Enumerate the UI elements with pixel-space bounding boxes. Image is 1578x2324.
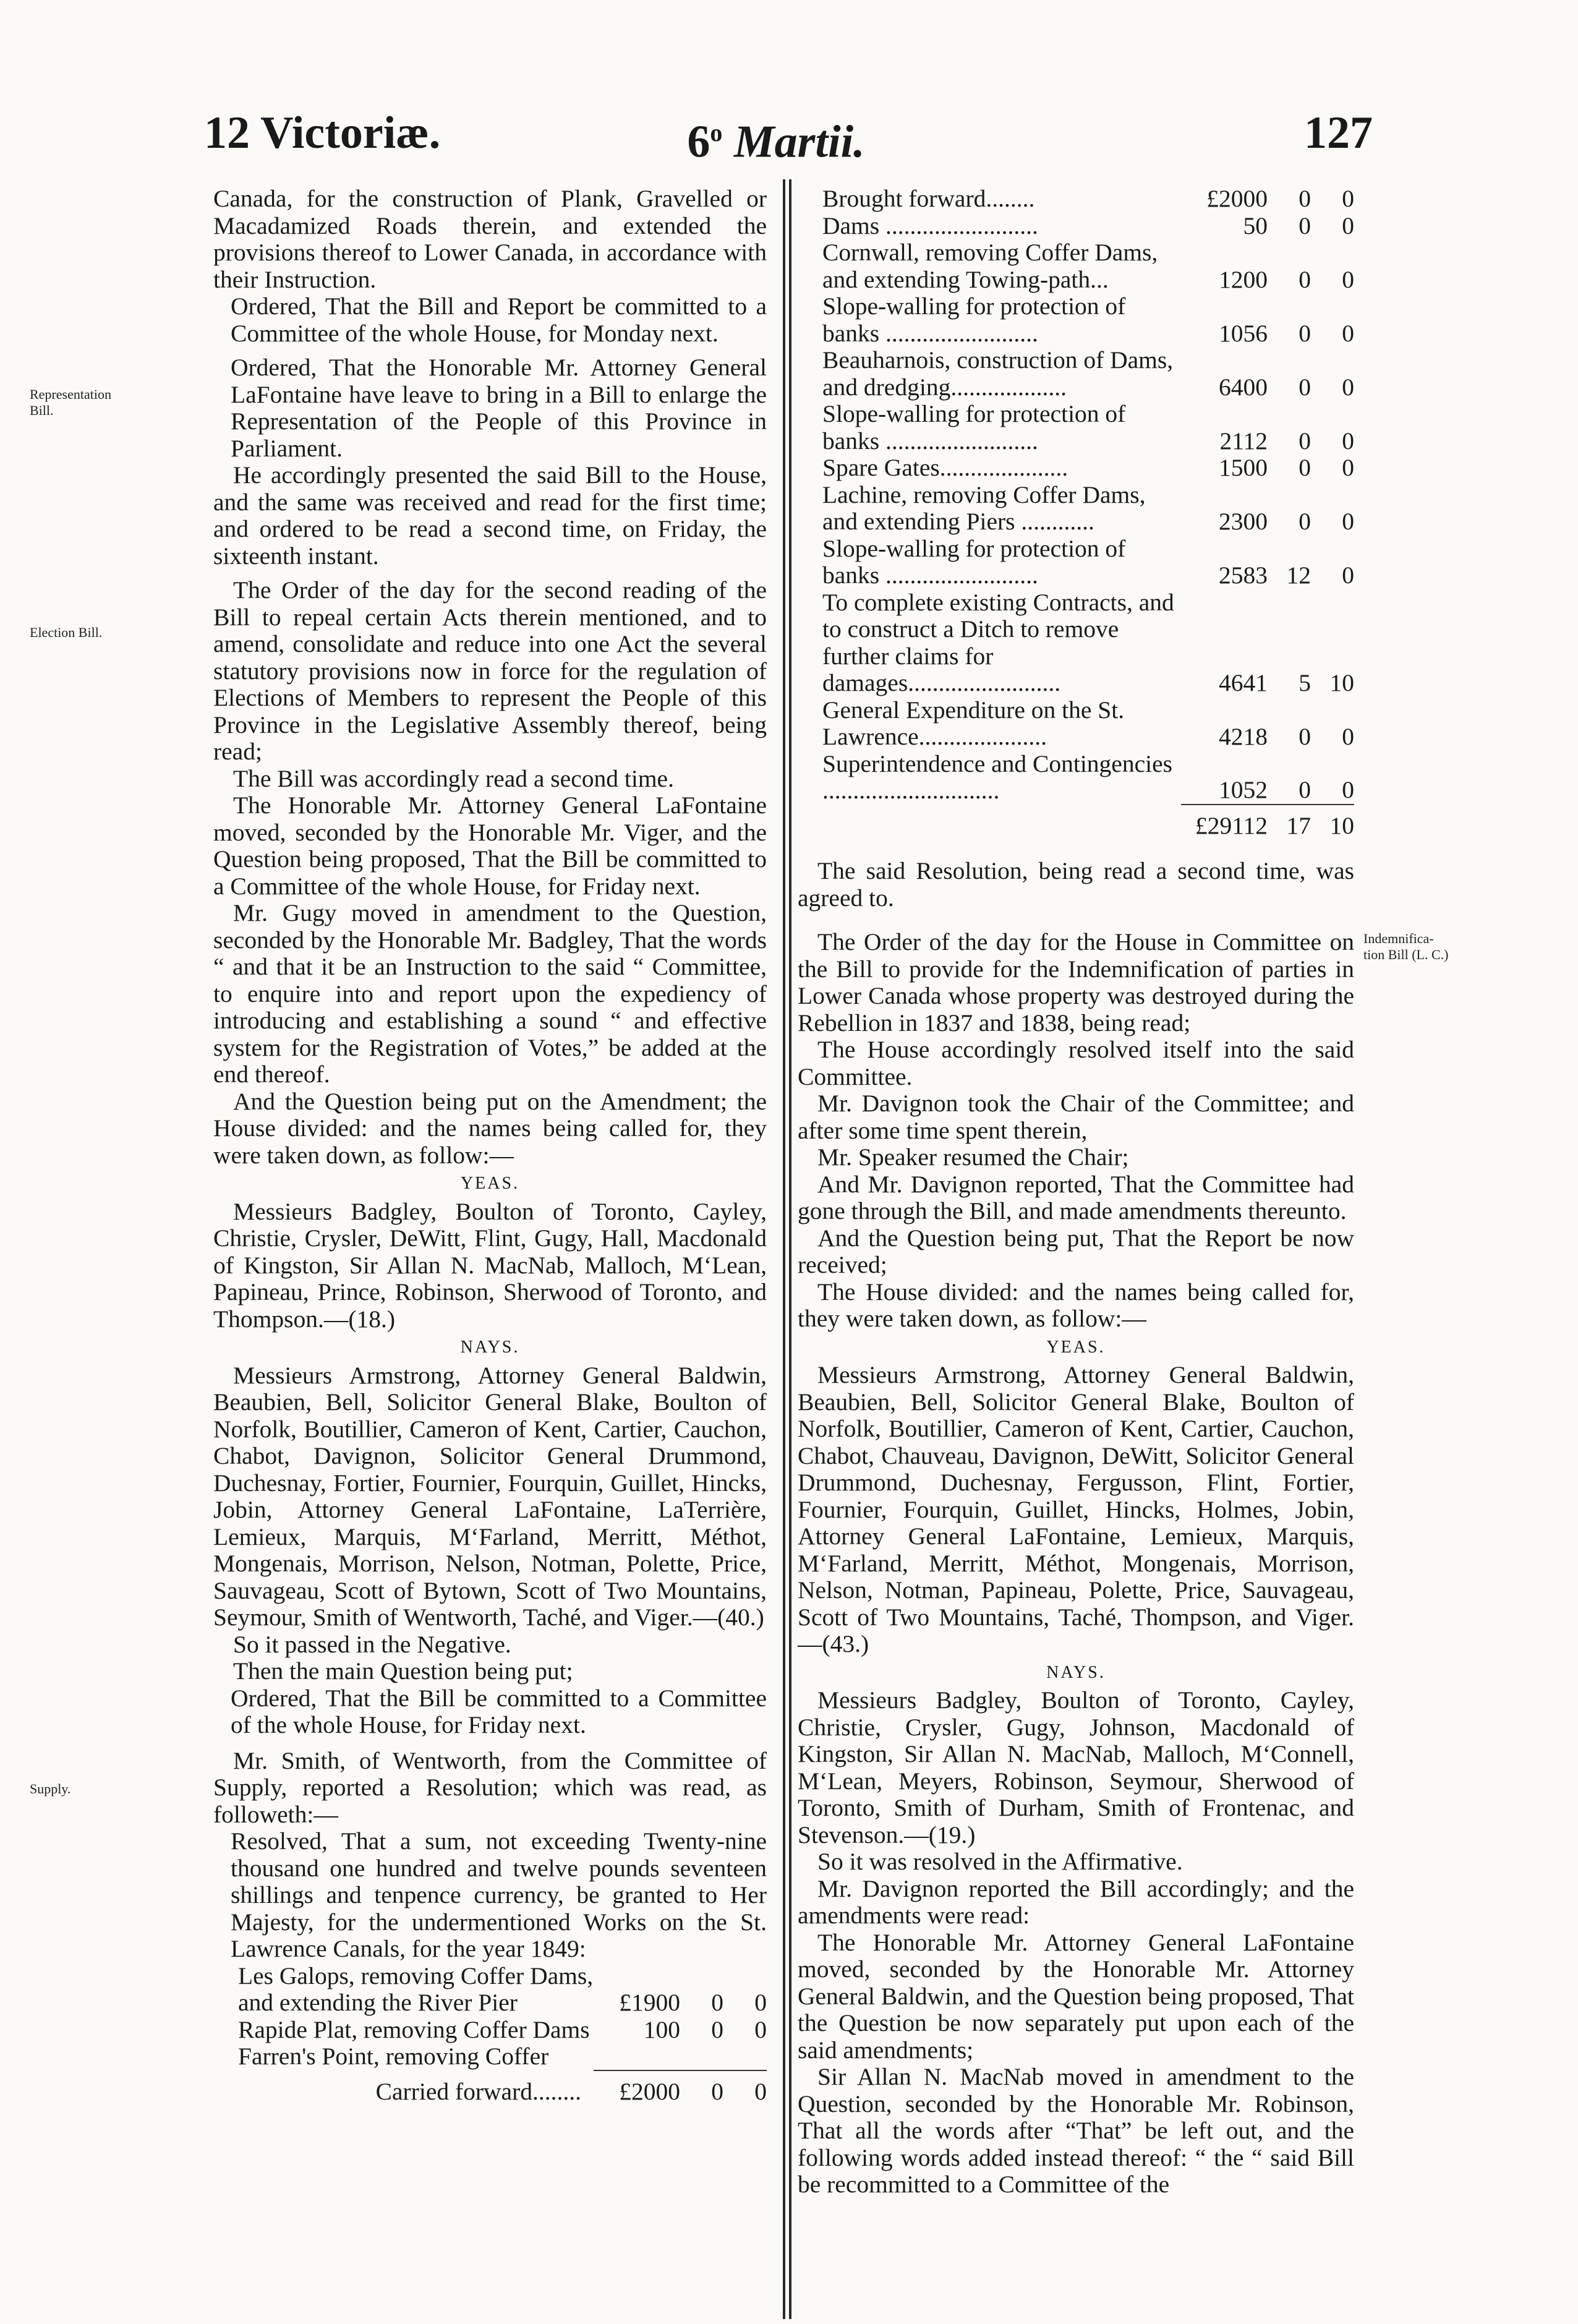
paragraph: The Honorable Mr. Attorney General LaFontaine moved, seconded by the Honorable Mr. Attorney General Baldwin, and the Question being proposed, That the Question be now separately put upon each of the said amendments; [798, 1928, 1354, 2064]
item-amount: 50 [1243, 211, 1268, 239]
right-column [798, 186, 1354, 2198]
item-shillings: 0 [1299, 265, 1311, 293]
carried-forward-row [213, 2070, 767, 2106]
item-label: Dams ......................... [822, 211, 1038, 239]
table-row [798, 293, 1354, 347]
item-shillings: 0 [1299, 723, 1311, 750]
table-row [798, 239, 1354, 293]
item-pence: 0 [1342, 562, 1354, 589]
paragraph: Sir Allan N. MacNab moved in amendment to the Question, seconded by the Honorable Mr. Robinson, That all the words after “That” be left out, and the following words added instead thereof: “ the “ said Bill be recommitted to a Committee of the [798, 2063, 1354, 2198]
left-column [213, 186, 767, 2105]
table-row [798, 751, 1354, 805]
item-shillings: 5 [1299, 669, 1311, 696]
paragraph: The Honorable Mr. Attorney General LaFontaine moved, seconded by the Honorable Mr. Viger, and the Question being proposed, That the Bill be committed to a Committee of the whole House, for Friday next. [213, 792, 767, 900]
table-row [213, 2017, 767, 2044]
total-amount: £29112 [1181, 805, 1268, 840]
item-amount: 1200 [1219, 265, 1268, 293]
paragraph: Resolved, That a sum, not exceeding Twenty-nine thousand one hundred and twelve pounds seventeen shillings and tenpence currency, be granted to Her Majesty, for the undermentioned Works on the St. Lawrence Canals, for the year 1849: [231, 1827, 767, 1962]
item-amount: 2112 [1219, 427, 1268, 455]
item-pence: 0 [1342, 427, 1354, 455]
left-works-table [213, 1963, 767, 2106]
paragraph: Then the main Question being put; [233, 1657, 573, 1685]
item-label: Lachine, removing Coffer Dams, and extending Piers ............ [822, 481, 1146, 535]
item-shillings [680, 2043, 723, 2070]
page-header [179, 105, 1373, 168]
table-row [798, 347, 1354, 401]
page-number: 127 [1304, 108, 1373, 158]
item-pence: 0 [754, 1989, 767, 2016]
total-pence: 10 [1311, 805, 1354, 840]
paragraph: And the Question being put, That the Report be now received; [798, 1224, 1354, 1278]
header-date: 6$^o$ Martii. [687, 116, 865, 168]
right-works-table [798, 186, 1354, 839]
item-label: Farren's Point, removing Coffer [238, 2043, 549, 2070]
yeas-heading: YEAS. [460, 1174, 520, 1193]
item-shillings: 0 [1299, 454, 1311, 481]
carried-amount: £2000 [594, 2070, 680, 2106]
column-divider [789, 179, 791, 2319]
item-amount: £2000 [1206, 185, 1268, 212]
item-pence: 0 [1342, 723, 1354, 750]
item-amount: 1056 [1219, 319, 1268, 347]
item-label: Spare Gates..................... [822, 454, 1068, 481]
item-amount: 1052 [1219, 776, 1268, 803]
margin-note-supply: Supply. [30, 1781, 71, 1796]
nays-list: Messieurs Armstrong, Attorney General Baldwin, Beaubien, Bell, Solicitor General Blake, Boulton of Norfolk, Boutillier, Cameron of Kent, Cartier, Cauchon, Chabot, Davignon, Solicitor General Drummond, Duchesnay, Fortier, Fournier, Fourquin, Guillet, Hincks, Jobin, Attorney General LaFontaine, LaTerrière, Lemieux, Marquis, M‘Farland, Merritt, Méthot, Mongenais, Morrison, Nelson, Notman, Polette, Price, Sauvageau, Scott of Bytown, Scott of Two Mountains, Seymour, Smith of Wentworth, Taché, and Viger.—(40.) [213, 1361, 767, 1631]
item-shillings: 0 [711, 1989, 723, 2016]
paragraph: The said Resolution, being read a second time, was agreed to. [798, 857, 1354, 912]
table-row [798, 482, 1354, 536]
item-shillings: 0 [1299, 427, 1311, 455]
margin-note-indemnification: Indemnifica- tion Bill (L. C.) [1363, 931, 1449, 962]
total-shillings: 17 [1268, 805, 1311, 840]
paragraph: Mr. Davignon reported the Bill accordingly; and the amendments were read: [798, 1874, 1354, 1929]
paragraph: Mr. Gugy moved in amendment to the Question, seconded by the Honorable Mr. Badgley, That the words “ and that it be an Instruction to the said “ Committee, to enquire into and report upon the expediency of introducing and establishing a sound “ and effective system for the Registration of Votes,” be added at the end thereof. [213, 899, 767, 1088]
table-row [798, 455, 1354, 482]
table-row [798, 536, 1354, 589]
table-row [213, 1963, 767, 2017]
item-shillings: 0 [1299, 373, 1311, 401]
yeas-list: Messieurs Badgley, Boulton of Toronto, Cayley, Christie, Crysler, DeWitt, Flint, Gugy, Hall, Macdonald of Kingston, Sir Allan N. MacNab, Malloch, M‘Lean, Papineau, Prince, Robinson, Sherwood of Toronto, and Thompson.—(18.) [213, 1197, 767, 1333]
table-row [798, 186, 1354, 213]
item-label: Slope-walling for protection of banks ......................... [822, 400, 1126, 455]
carried-label: Carried forward........ [375, 2077, 581, 2105]
table-row [798, 401, 1354, 455]
table-row [213, 2043, 767, 2070]
item-amount: 100 [643, 2015, 680, 2043]
paragraph: Ordered, That the Bill and Report be committed to a Committee of the whole House, for Monday next. [231, 293, 767, 347]
item-label: Slope-walling for protection of banks ......................... [822, 534, 1126, 589]
item-pence: 0 [1342, 454, 1354, 481]
item-amount: 1500 [1219, 454, 1268, 481]
paragraph: Mr. Davignon took the Chair of the Committee; and after some time spent therein, [798, 1090, 1354, 1144]
paragraph: Mr. Speaker resumed the Chair; [817, 1143, 1129, 1171]
paragraph: The Order of the day for the second reading of the Bill to repeal certain Acts therein mentioned, and to amend, consolidate and reduce into one Act the several statutory provisions now in force for the regulation of Elections of Members to represent the People of this Province in the Legislative Assembly thereof, being read; [213, 576, 767, 765]
item-pence: 0 [1342, 211, 1354, 239]
item-shillings: 0 [1299, 776, 1311, 803]
column-divider [783, 179, 785, 2319]
item-label: General Expenditure on the St. Lawrence..................... [822, 696, 1125, 750]
item-pence: 0 [1342, 265, 1354, 293]
item-amount: 6400 [1219, 373, 1268, 401]
item-label: Les Galops, removing Coffer Dams, and extending the River Pier [238, 1962, 594, 2016]
paragraph: And Mr. Davignon reported, That the Committee had gone through the Bill, and made amendments thereunto. [798, 1170, 1354, 1224]
yeas-heading: YEAS. [1046, 1337, 1106, 1357]
paragraph: So it passed in the Negative. [233, 1630, 511, 1658]
item-label: Superintendence and Contingencies ............................. [822, 750, 1172, 804]
paragraph: The House accordingly resolved itself into the said Committee. [798, 1036, 1354, 1090]
table-row [798, 213, 1354, 240]
item-shillings: 0 [1299, 185, 1311, 212]
paragraph: Ordered, That the Bill be committed to a Committee of the whole House, for Friday next. [231, 1684, 767, 1738]
header-session: 12 Victoriæ. [204, 108, 441, 158]
item-label: Cornwall, removing Coffer Dams, and extending Towing-path... [822, 239, 1158, 293]
item-shillings: 0 [1299, 319, 1311, 347]
paragraph: He accordingly presented the said Bill to the House, and the same was received and read for the first time; and ordered to be read a second time, on Friday, the sixteenth instant. [213, 461, 767, 570]
item-label: Rapide Plat, removing Coffer Dams [238, 2015, 590, 2043]
item-pence: 0 [754, 2015, 767, 2043]
item-pence: 0 [1342, 508, 1354, 535]
yeas-list: Messieurs Armstrong, Attorney General Baldwin, Beaubien, Bell, Solicitor General Blake, Boulton of Norfolk, Boutillier, Cameron of Kent, Cartier, Cauchon, Chabot, Chauveau, Davignon, DeWitt, Solicitor General Drummond, Duchesnay, Fergusson, Flint, Fortier, Fournier, Fourquin, Guillet, Hincks, Holmes, Jobin, Attorney General LaFontaine, Lemieux, Marquis, M‘Farland, Merritt, Méthot, Mongenais, Morrison, Nelson, Notman, Papineau, Polette, Price, Sauvageau, Scott of Two Mountains, Taché, Thompson, and Viger.—(43.) [798, 1361, 1354, 1657]
item-pence: 0 [1342, 373, 1354, 401]
item-pence: 10 [1329, 669, 1354, 696]
paragraph: Canada, for the construction of Plank, Gravelled or Macadamized Roads therein, and extended the provisions thereof to Lower Canada, in accordance with their Instruction. [213, 185, 767, 293]
paragraph: Ordered, That the Honorable Mr. Attorney General LaFontaine have leave to bring in a Bill to enlarge the Representation of the People of this Province in Parliament. [231, 354, 767, 462]
item-shillings: 12 [1286, 562, 1311, 589]
nays-heading: NAYS. [1046, 1662, 1106, 1682]
margin-note-representation: Representation Bill. [30, 387, 111, 418]
paragraph: So it was resolved in the Affirmative. [817, 1848, 1183, 1875]
item-amount: 4641 [1219, 669, 1268, 696]
item-shillings: 0 [1299, 508, 1311, 535]
item-pence [723, 2043, 767, 2070]
paragraph: The Order of the day for the House in Committee on the Bill to provide for the Indemnification of parties in Lower Canada whose property was destroyed during the Rebellion in 1837 and 1838, being read; [798, 928, 1354, 1036]
item-pence: 0 [1342, 319, 1354, 347]
table-row [798, 697, 1354, 751]
table-row [798, 589, 1354, 697]
paragraph: And the Question being put on the Amendment; the House divided: and the names being called for, they were taken down, as follow:— [213, 1087, 767, 1169]
item-label: To complete existing Contracts, and to construct a Ditch to remove further claims for damages......................... [822, 588, 1174, 696]
item-shillings: 0 [1299, 211, 1311, 239]
nays-heading: NAYS. [460, 1338, 520, 1357]
item-amount: £1900 [619, 1989, 680, 2016]
item-amount: 2300 [1219, 508, 1268, 535]
margin-note-election: Election Bill. [30, 625, 103, 640]
item-label: Slope-walling for protection of banks ......................... [822, 293, 1126, 347]
carried-pence: 0 [723, 2070, 767, 2106]
item-amount [594, 2043, 680, 2070]
paragraph: The Bill was accordingly read a second time. [233, 764, 674, 792]
item-amount: 4218 [1219, 723, 1268, 750]
carried-shillings: 0 [680, 2070, 723, 2106]
paragraph: Mr. Smith, of Wentworth, from the Committee of Supply, reported a Resolution; which was read, as followeth:— [213, 1746, 767, 1828]
item-shillings: 0 [711, 2015, 723, 2043]
total-row [798, 805, 1354, 840]
item-pence: 0 [1342, 776, 1354, 803]
item-label: Beauharnois, construction of Dams, and dredging................... [822, 346, 1174, 401]
item-amount: 2583 [1219, 562, 1268, 589]
item-label: Brought forward........ [822, 185, 1035, 212]
paragraph: The House divided: and the names being called for, they were taken down, as follow:— [798, 1278, 1354, 1332]
item-pence: 0 [1342, 185, 1354, 212]
nays-list: Messieurs Badgley, Boulton of Toronto, Cayley, Christie, Crysler, Gugy, Johnson, Macdonald of Kingston, Sir Allan N. MacNab, Malloch, M‘Connell, M‘Lean, Meyers, Robinson, Seymour, Sherwood of Toronto, Smith of Durham, Smith of Frontenac, and Stevenson.—(19.) [798, 1686, 1354, 1848]
